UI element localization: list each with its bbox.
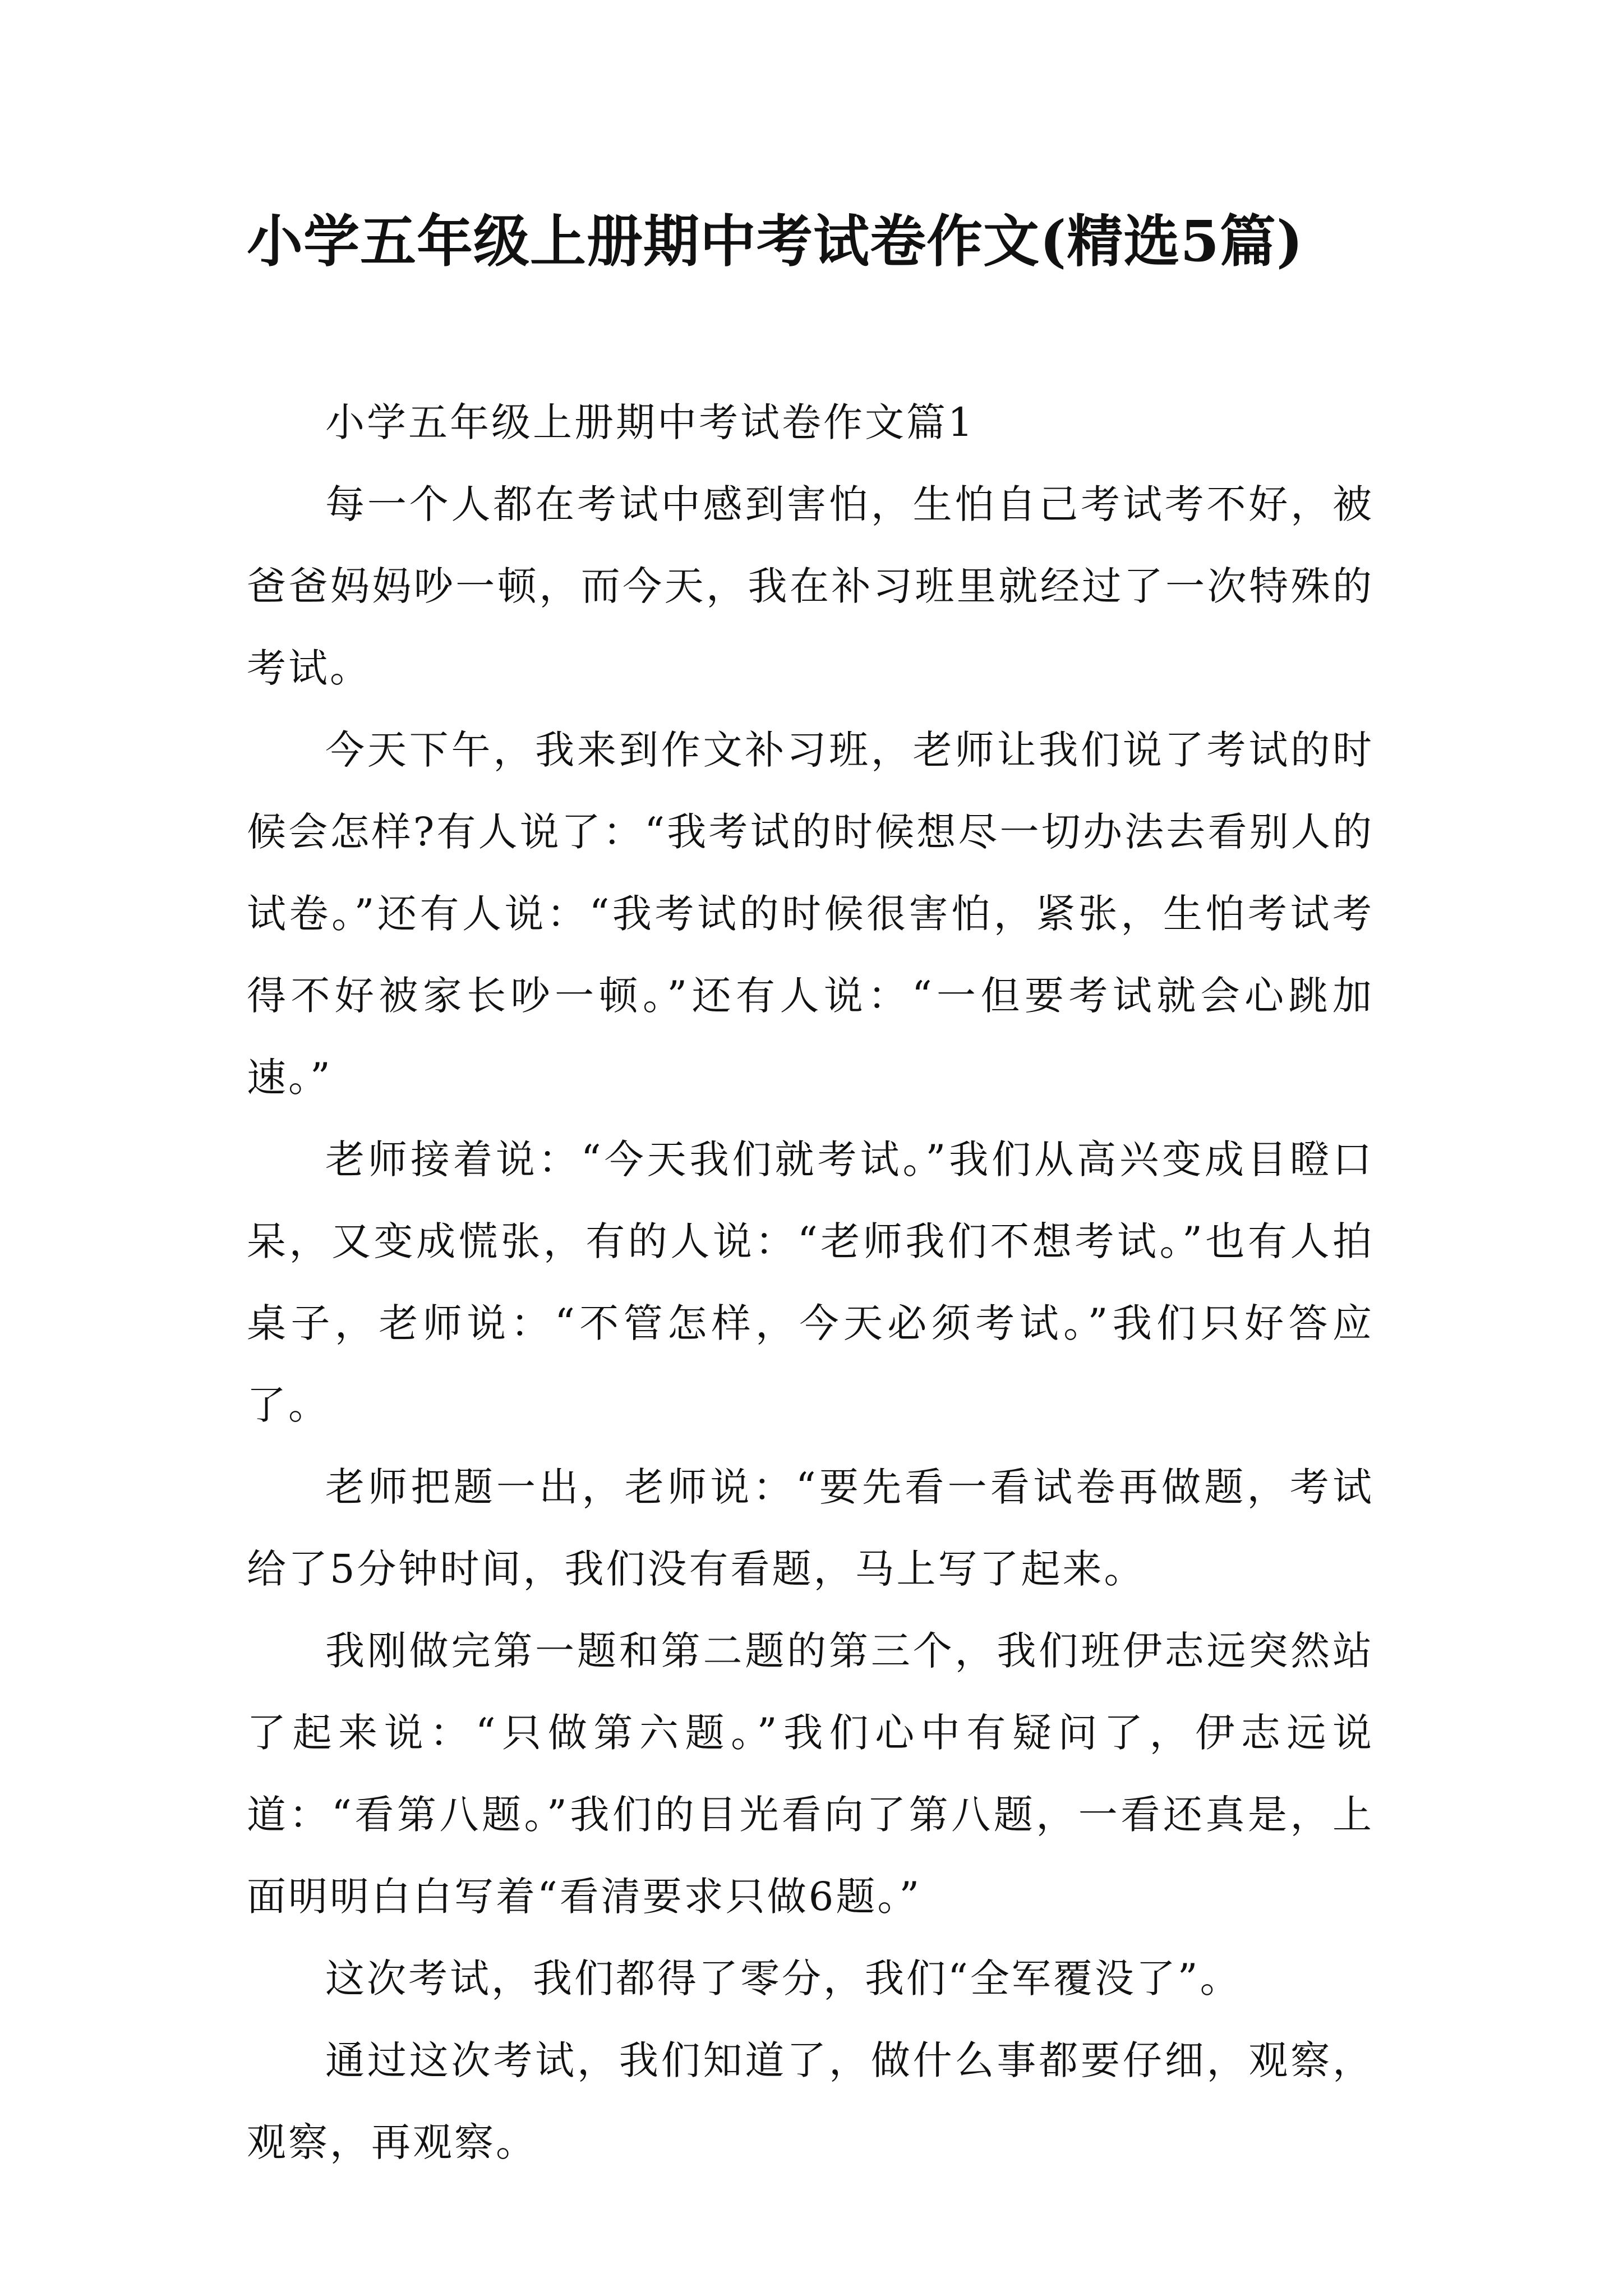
paragraph: 这次考试，我们都得了零分，我们“全军覆没了”。 — [325, 1955, 1242, 2001]
paragraph: 每一个人都在考试中感到害怕，生怕自己考试考不好，被爸爸妈妈吵一顿，而今天，我在补习班里就经过了一次特殊的考试。 — [247, 481, 1374, 691]
paragraph: 老师把题一出，老师说：“要先看一看试卷再做题，考试给了5分钟时间，我们没有看题，马上写了起来。 — [247, 1464, 1374, 1592]
section-heading: 小学五年级上册期中考试卷作文篇1 — [325, 399, 975, 445]
paragraph: 我刚做完第一题和第二题的第三个，我们班伊志远突然站了起来说：“只做第六题。”我们心中有疑问了，伊志远说道：“看第八题。”我们的目光看向了第八题，一看还真是，上面明明白白写着“看清要求只做6题。” — [247, 1628, 1374, 1920]
document-title: 小学五年级上册期中考试卷作文(精选5篇) — [247, 208, 1304, 274]
paragraph: 今天下午，我来到作文补习班，老师让我们说了考试的时候会怎样?有人说了：“我考试的时候想尽一切办法去看别人的试卷。”还有人说：“我考试的时候很害怕，紧张，生怕考试考得不好被家长吵一顿。”还有人说：“一但要考试就会心跳加速。” — [247, 727, 1374, 1101]
paragraph: 老师接着说：“今天我们就考试。”我们从高兴变成目瞪口呆，又变成慌张，有的人说：“老师我们不想考试。”也有人拍桌子，老师说：“不管怎样，今天必须考试。”我们只好答应了。 — [247, 1137, 1374, 1428]
document-body — [247, 381, 1374, 2183]
paragraph: 通过这次考试，我们知道了，做什么事都要仔细，观察，观察，再观察。 — [247, 2037, 1374, 2165]
